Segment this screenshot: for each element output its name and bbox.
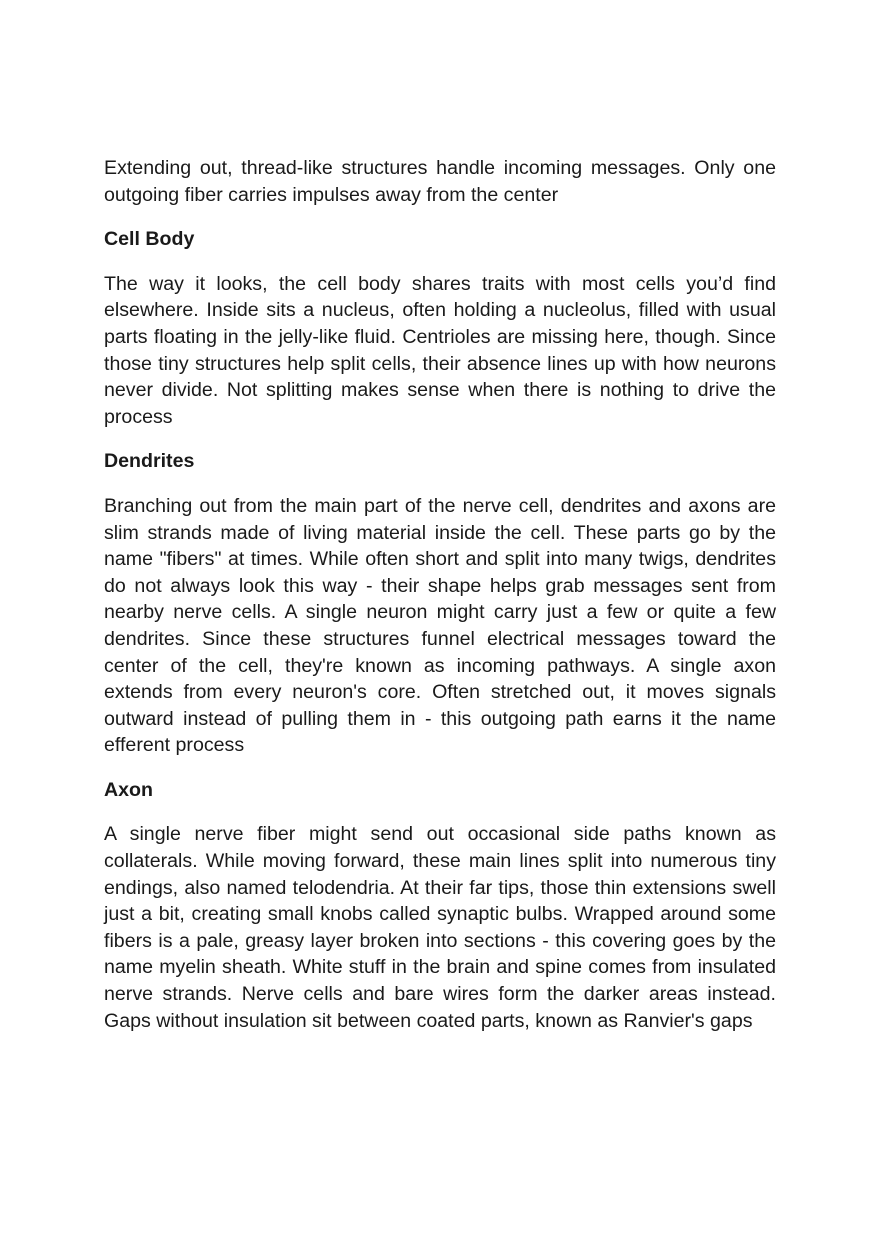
section-heading-cell-body: Cell Body: [104, 228, 195, 251]
section-heading-dendrites: Dendrites: [104, 450, 195, 473]
document-page: [104, 155, 776, 1034]
axon-paragraph: A single nerve fiber might send out occasional side paths known as collaterals. While moving forward, these main lines split into numerous tiny endings, also named telodendria. At their far tips, those thin extensions swell just a bit, creating small knobs called synaptic bulbs. Wrapped around some fibers is a pale, greasy layer broken into sections - this covering goes by the name myelin sheath. White stuff in the brain and spine comes from insulated nerve strands. Nerve cells and bare wires form the darker areas instead. Gaps without insulation sit between coated parts, known as Ranvier's gaps: [104, 823, 776, 1032]
cell-body-paragraph: The way it looks, the cell body shares traits with most cells you’d find elsewhere. Inside sits a nucleus, often holding a nucleolus, filled with usual parts floating in the jelly-like fluid. Centrioles are missing here, though. Since those tiny structures help split cells, their absence lines up with how neurons never divide. Not splitting makes sense when there is nothing to drive the process: [104, 272, 776, 428]
section-heading-axon: Axon: [104, 778, 153, 801]
dendrites-paragraph: Branching out from the main part of the nerve cell, dendrites and axons are slim strands made of living material inside the cell. These parts go by the name "fibers" at times. While often short and split into many twigs, dendrites do not always look this way - their shape helps grab messages sent from nearby nerve cells. A single neuron might carry just a few or quite a few dendrites. Since these structures funnel electrical messages toward the center of the cell, they're known as incoming pathways. A single axon extends from every neuron's core. Often stretched out, it moves signals outward instead of pulling them in - this outgoing path earns it the name efferent process: [104, 494, 776, 757]
intro-paragraph: Extending out, thread-like structures handle incoming messages. Only one outgoing fiber carries impulses away from the center: [104, 157, 776, 206]
